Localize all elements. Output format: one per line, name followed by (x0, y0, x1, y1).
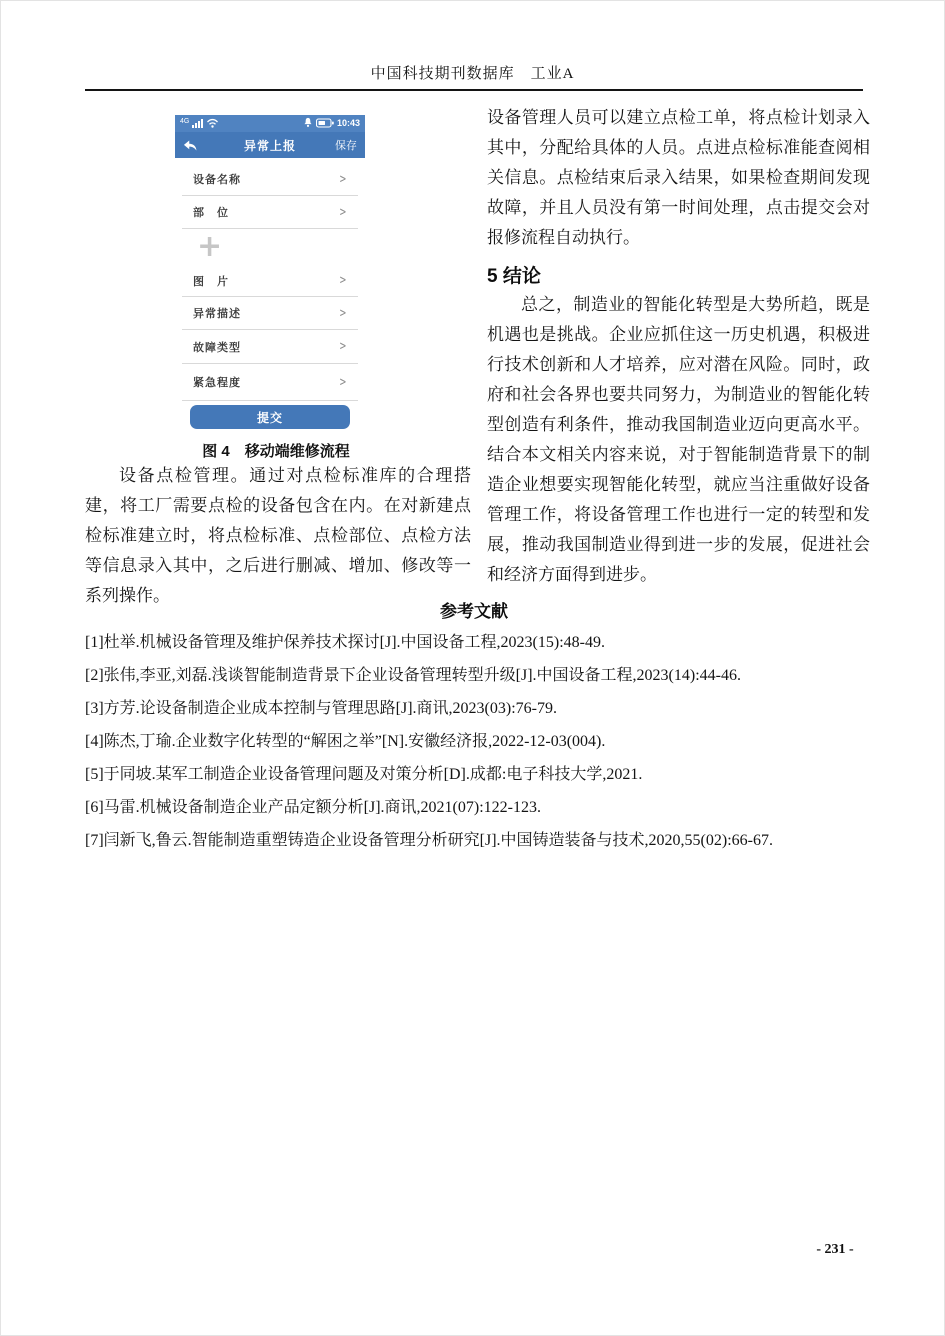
signal-bars-icon (192, 115, 203, 133)
form-row-abnormal-description[interactable] (182, 297, 358, 330)
submit-button[interactable]: 提交 (190, 405, 350, 429)
row-label: 图 片 (193, 275, 229, 288)
phone-status-bar (175, 115, 365, 132)
battery-icon (316, 115, 334, 133)
add-photo-plus-icon[interactable]: + (197, 229, 223, 264)
header-rule (85, 89, 863, 91)
left-column-paragraph: 设备点检管理。通过对点检标准库的合理搭建，将工厂需要点检的设备包含在内。在对新建点检标准建立时，将点检标准、点检部位、点检方法等信息录入其中，之后进行删减、增加、修改等一系列操作。 (85, 466, 471, 605)
references-heading: 参考文献 (440, 602, 508, 621)
row-label: 设备名称 (193, 174, 241, 186)
phone-nav-bar (175, 132, 365, 158)
section-heading-conclusion: 5 结论 (487, 266, 541, 287)
chevron-right-icon: > (339, 339, 347, 354)
back-arrow-icon[interactable] (183, 139, 198, 152)
status-left-group (180, 115, 219, 133)
reference-item: [6]马雷.机械设备制造企业产品定额分析[J].商讯,2021(07):122-123. (85, 799, 541, 816)
row-label: 部 位 (193, 207, 229, 219)
reference-item: [1]杜举.机械设备管理及维护保养技术探讨[J].中国设备工程,2023(15):48-49. (85, 634, 605, 651)
right-column-paragraph-1: 设备管理人员可以建立点检工单，将点检计划录入其中，分配给具体的人员。点进点检标准能查阅相关信息。点检结束后录入结果，如果检查期间发现故障，并且人员没有第一时间处理，点击提交会对报修流程自动执行。 (487, 108, 870, 247)
wifi-icon (206, 115, 219, 133)
row-label: 故障类型 (193, 341, 241, 354)
phone-page-title: 异常上报 (243, 138, 296, 153)
reference-item: [2]张伟,李亚,刘磊.浅谈智能制造背景下企业设备管理转型升级[J].中国设备工程,2023(14):44-46. (85, 667, 741, 684)
form-row-urgency-level[interactable] (182, 364, 358, 401)
references-list (85, 626, 880, 857)
form-row-part[interactable] (182, 196, 358, 229)
chevron-right-icon: > (339, 305, 347, 321)
reference-item: [7]闫新飞,鲁云.智能制造重塑铸造企业设备管理分析研究[J].中国铸造装备与技术,2020,55(02):66-67. (85, 832, 773, 849)
chevron-right-icon: > (339, 273, 347, 288)
network-4g-label: 4G (180, 118, 190, 125)
photo-upload-area (175, 229, 365, 265)
form-rows (175, 158, 365, 432)
row-label: 紧急程度 (193, 377, 241, 389)
status-right-group (303, 115, 360, 133)
bell-icon (303, 115, 313, 133)
status-time: 10:43 (336, 118, 360, 128)
submit-button-area (175, 401, 365, 432)
form-row-device-name[interactable] (182, 163, 358, 196)
figure-caption: 图 4 移动端维修流程 (202, 443, 350, 460)
save-button[interactable]: 保存 (335, 140, 357, 152)
figure-phone-screenshot (175, 115, 365, 432)
reference-item: [5]于同坡.某军工制造企业设备管理问题及对策分析[D].成都:电子科技大学,2021. (85, 766, 643, 783)
reference-item: [4]陈杰,丁瑜.企业数字化转型的“解困之举”[N].安徽经济报,2022-12-03(004). (85, 733, 606, 750)
chevron-right-icon: > (339, 374, 347, 390)
chevron-right-icon: > (339, 204, 347, 220)
form-row-picture[interactable] (182, 265, 358, 297)
reference-item: [3]方芳.论设备制造企业成本控制与管理思路[J].商讯,2023(03):76-79. (85, 700, 557, 717)
journal-header: 中国科技期刊数据库 工业A (370, 66, 575, 82)
row-label: 异常描述 (193, 308, 241, 320)
page-number: - 231 - (816, 1242, 854, 1257)
chevron-right-icon: > (339, 171, 347, 187)
right-column-paragraph-2: 总之，制造业的智能化转型是大势所趋，既是机遇也是挑战。企业应抓住这一历史机遇，积极进行技术创新和人才培养，应对潜在风险。同时，政府和社会各界也要共同努力，为制造业的智能化转型创造有利条件，推动我国制造业迈向更高水平。结合本文相关内容来说，对于智能制造背景下的制造企业想要实现智能化转型，就应当注重做好设备管理工作，将设备管理工作也进行一定的转型和发展，推动我国制造业得到进一步的发展，促进社会和经济方面得到进步。 (487, 295, 870, 584)
form-row-fault-type[interactable] (182, 330, 358, 364)
